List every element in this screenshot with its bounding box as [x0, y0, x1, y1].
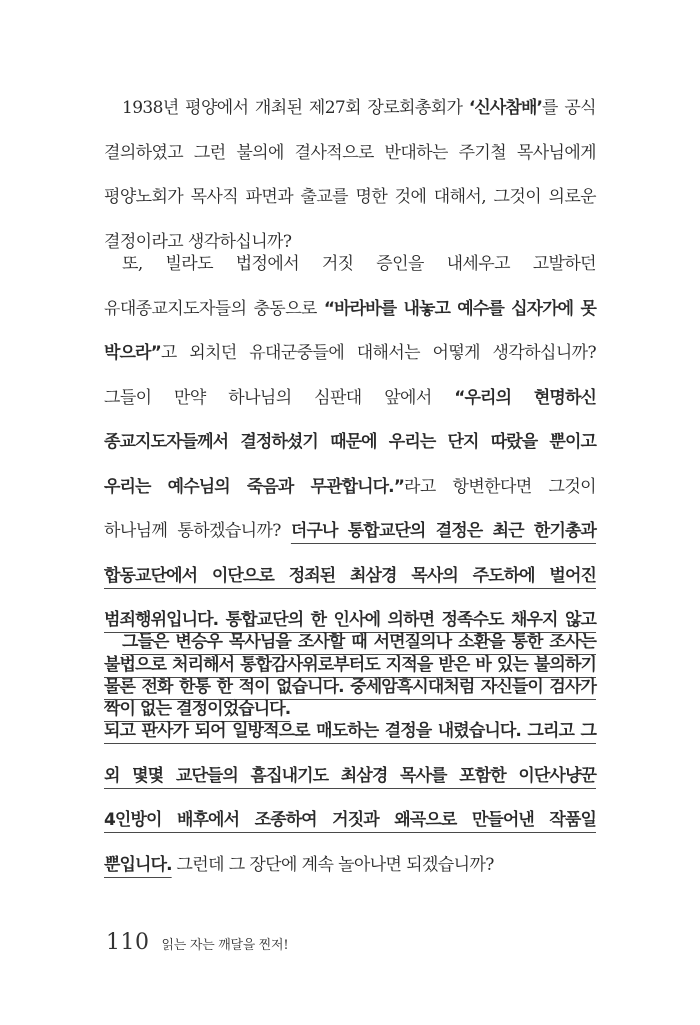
underlined-statement-2: 그들은 변승우 목사님을 조사할 때 서면질의나 소환을 통한 조사는 물론 전화 한통 한 적이 없습니다. 중세암흑시대처럼 자신들이 검사가 되고 판사가 되어 일방적으로 매도하는 결정을 내렸습니다. 그리고 그 외 몇몇 교단들의 흠집내기도 최삼경 목사를 포함한 이단사냥꾼 4인방이 배후에서 조종하여 거짓과 왜곡으로 만들어낸 작품일 뿐입니다.	[104, 632, 596, 875]
page-number: 110	[106, 930, 150, 955]
paragraph-1-text-1: 1938년 평양에서 개최된 제27회 장로회총회가	[122, 98, 469, 118]
shrine-worship-emphasis: ‘신사참배’	[468, 98, 543, 118]
paragraph-2-text-1: 또, 빌라도 법정에서 거짓 증인을 내세우고 고발하던 유대종교지도자들의 충동으로	[104, 254, 596, 319]
running-book-title: 읽는 자는 깨달을 찐저!	[161, 938, 289, 953]
underlined-statement-1: 더구나 통합교단의 결정은 최근 한기총과 합동교단에서 이단으로 정죄된 최삼경 목사의 주도하에 벌어진 범죄행위입니다. 통합교단의 한 인사에 의하면 정족수도 채우지 않고 불법으로 처리해서 통합감사위로부터도 지적을 받은 바 있는 불의하기 짝이 없는 결정이었습니다.	[104, 521, 597, 719]
paragraph-2-text-3: 라고 항변한다면 그것이 하나님께 통하겠습니까?	[104, 476, 597, 541]
religious-leaders-quote: “우리의 현명하신 종교지도자들께서 결정하셨기 때문에 우리는 단지 따랐을 뿐이고 우리는 예수님의 죽음과 무관합니다.”	[104, 387, 596, 497]
paragraph-1-text-2: 를 공식 결의하였고 그런 불의에 결사적으로 반대하는 주기철 목사님에게 평양노회가 목사직 파면과 출교를 명한 것에 대해서, 그것이 의로운 결정이라고 생각하십니까?	[104, 98, 596, 252]
barabbas-quote: “바라바를 내놓고 예수를 십자가에 못 박으라”	[104, 298, 596, 363]
paragraph-3	[104, 620, 596, 887]
paragraph-1	[104, 86, 596, 264]
page-footer	[106, 930, 288, 955]
paragraph-3-text-1: 그런데 그 장단에 계속 놀아나면 되겠습니까?	[171, 854, 494, 875]
paragraph-2-text-2: 고 외치던 유대군중들에 대해서는 어떻게 생각하십니까? 그들이 만약 하나님의 심판대 앞에서	[104, 343, 596, 408]
